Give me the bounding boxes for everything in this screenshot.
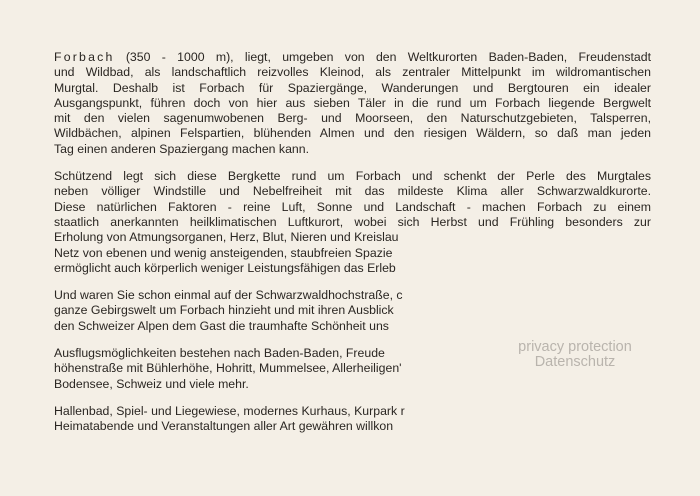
text-line: Und waren Sie schon einmal auf der Schwarzwaldhochstraße, c xyxy=(54,288,403,303)
privacy-watermark xyxy=(500,340,650,370)
text-line: mit den vielen sagenumwobenen Berg- und Moorseen, den Naturschutzgebieten, Talsperren, xyxy=(54,111,651,126)
watermark-line: Datenschutz xyxy=(534,354,616,370)
text-line: staatlich anerkannten heilklimatischen Luftkurort, wobei sich Herbst und Frühling besonders zur xyxy=(54,214,651,229)
description-text xyxy=(54,50,654,447)
text-line: neben völliger Windstille und Nebelfreiheit mit das mildeste Klima aller Schwarzwaldkurorte. xyxy=(54,184,651,199)
paragraph-climate xyxy=(54,169,654,276)
text-line: Ausflugsmöglichkeiten bestehen nach Baden-Baden, Freude xyxy=(54,346,385,361)
watermark-line: privacy protection xyxy=(518,339,632,355)
text-line: Schützend legt sich diese Bergkette rund um Forbach und schenkt der Perle des Murgtales xyxy=(54,169,651,184)
text-line: höhenstraße mit Bühlerhöhe, Hohritt, Mummelsee, Allerheiligen' xyxy=(54,361,402,376)
place-name: Forbach xyxy=(54,50,115,64)
text-line: Wildbächen, alpinen Felspartien, blühenden Almen und den riesigen Wäldern, so daß man jeden xyxy=(54,126,651,141)
text-line: Bodensee, Schweiz und viele mehr. xyxy=(54,376,249,391)
text-line: Murgtal. Deshalb ist Forbach für Spaziergänge, Wanderungen und Bergtouren ein idealer xyxy=(54,80,651,95)
text-line: Erholung von Atmungsorganen, Herz, Blut, Nieren und Kreislau xyxy=(54,230,399,245)
paragraph-intro xyxy=(54,50,654,157)
text-line: Diese natürlichen Faktoren - reine Luft, Sonne und Landschaft - machen Forbach zu einem xyxy=(54,199,651,214)
text-line: Forbach (350 - 1000 m), liegt, umgeben von den Weltkurorten Baden-Baden, Freudenstadt xyxy=(54,50,651,64)
text-line: Netz von ebenen und wenig ansteigenden, staubfreien Spazie xyxy=(54,245,393,260)
text-line: Tag einen anderen Spaziergang machen kann. xyxy=(54,141,310,156)
paragraph-hochstrasse xyxy=(54,288,654,334)
text-line: Ausgangspunkt, führen doch von hier aus sieben Täler in die rund um Forbach liegende Bergwelt xyxy=(54,95,651,110)
text-line: ganze Gebirgswelt um Forbach hinzieht und mit ihren Ausblick xyxy=(54,303,394,318)
paragraph-facilities xyxy=(54,404,654,435)
text-line: den Schweizer Alpen dem Gast die traumhafte Schönheit uns xyxy=(54,318,389,333)
text-line: Heimatabende und Veranstaltungen aller Art gewähren willkon xyxy=(54,419,394,434)
text-line: und Wildbad, als landschaftlich reizvolles Kleinod, als zentraler Mittelpunkt im wildromantischen xyxy=(54,65,651,80)
text-line: ermöglicht auch körperlich weniger Leistungsfähigen das Erleb xyxy=(54,260,396,275)
text-line: Hallenbad, Spiel- und Liegewiese, modernes Kurhaus, Kurpark r xyxy=(54,403,405,418)
